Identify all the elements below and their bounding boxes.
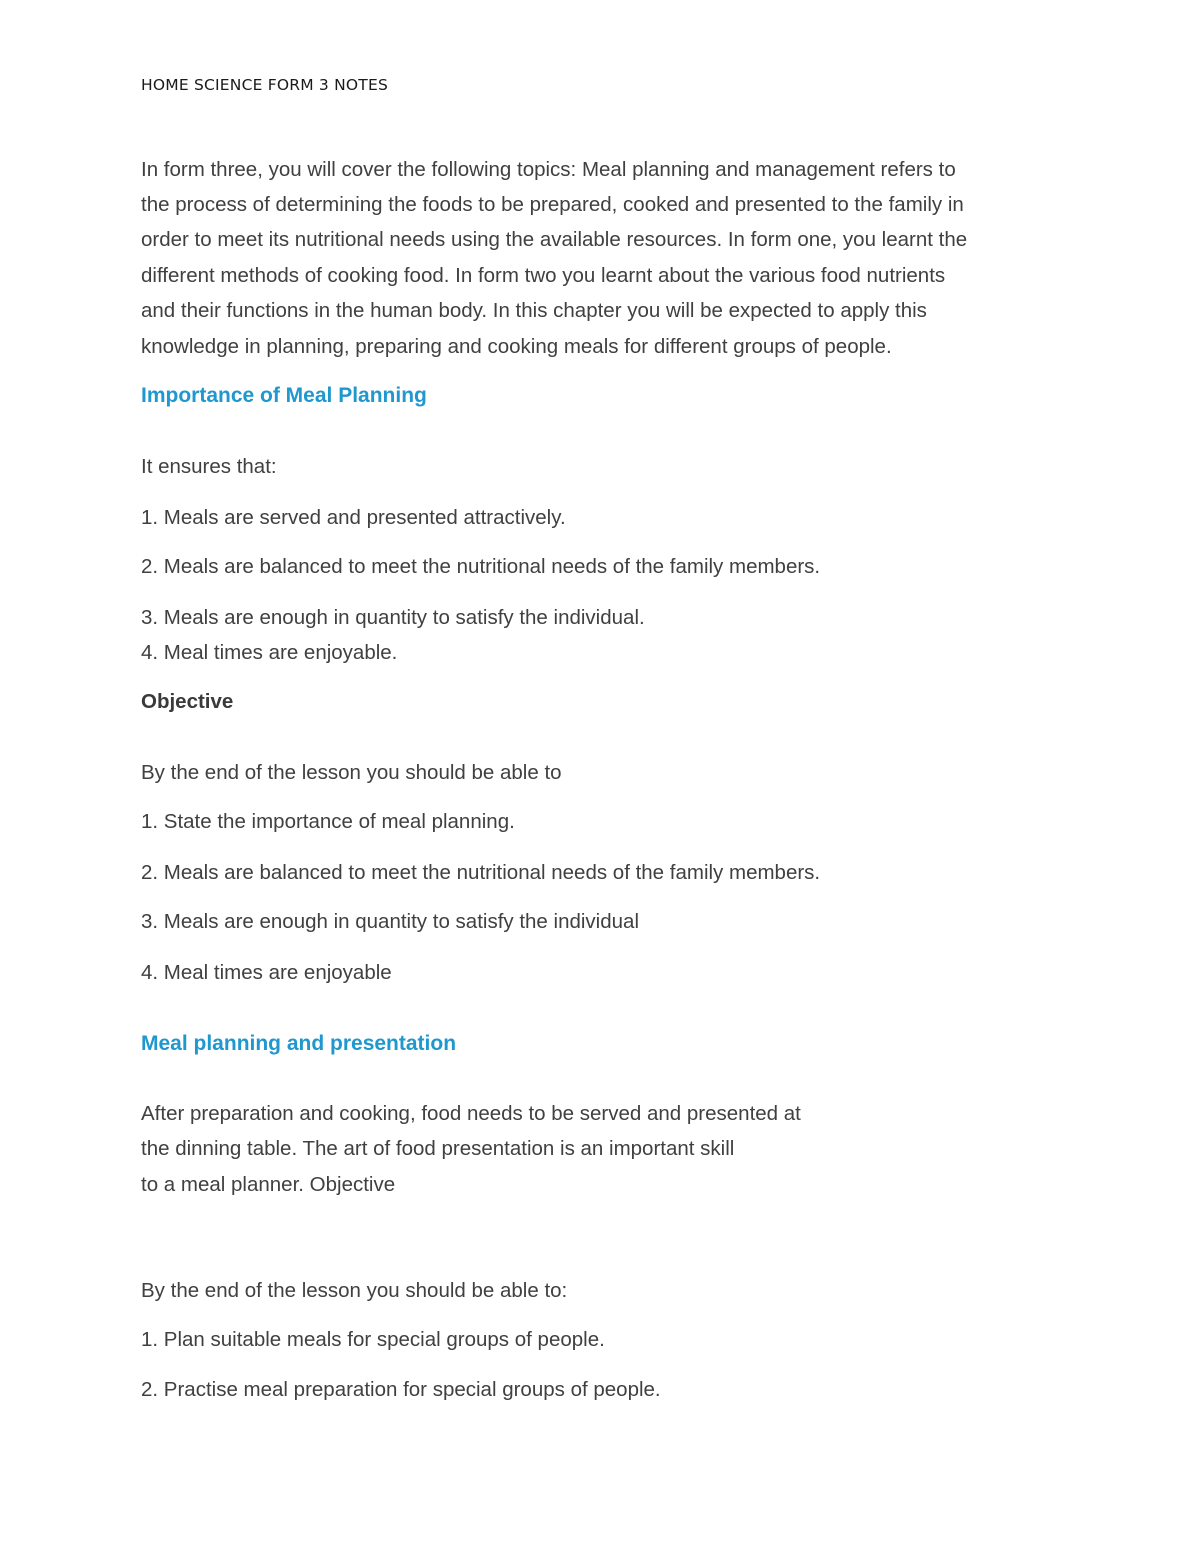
list-item: 1. Meals are served and presented attractively. — [141, 506, 566, 529]
list-item: 1. Plan suitable meals for special groups of people. — [141, 1328, 605, 1351]
presentation-heading: Meal planning and presentation — [141, 1032, 457, 1055]
list-item: 2. Meals are balanced to meet the nutritional needs of the family members. — [141, 555, 821, 578]
intro-line: the process of determining the foods to be prepared, cooked and presented to the family in — [141, 193, 964, 216]
importance-heading: Importance of Meal Planning — [141, 384, 427, 407]
list-item: 2. Practise meal preparation for special groups of people. — [141, 1378, 661, 1401]
intro-line: In form three, you will cover the following topics: Meal planning and management refers to — [141, 158, 956, 181]
list-item: 1. State the importance of meal planning. — [141, 810, 515, 833]
presentation-line: After preparation and cooking, food needs to be served and presented at — [141, 1102, 801, 1125]
list-item: 4. Meal times are enjoyable — [141, 961, 392, 984]
importance-lead: It ensures that: — [141, 455, 277, 478]
intro-line: and their functions in the human body. In this chapter you will be expected to apply this — [141, 299, 927, 322]
presentation-line: the dinning table. The art of food presentation is an important skill — [141, 1137, 735, 1160]
list-item: 3. Meals are enough in quantity to satisfy the individual. — [141, 606, 645, 629]
presentation-line: to a meal planner. Objective — [141, 1173, 396, 1196]
list-item: 3. Meals are enough in quantity to satisfy the individual — [141, 910, 639, 933]
intro-line: knowledge in planning, preparing and cooking meals for different groups of people. — [141, 335, 892, 358]
list-item: 4. Meal times are enjoyable. — [141, 641, 398, 664]
presentation-lead: By the end of the lesson you should be able to: — [141, 1279, 568, 1302]
objective-heading: Objective — [141, 690, 234, 713]
document-title: HOME SCIENCE FORM 3 NOTES — [141, 76, 388, 94]
intro-line: different methods of cooking food. In form two you learnt about the various food nutrients — [141, 264, 946, 287]
list-item: 2. Meals are balanced to meet the nutritional needs of the family members. — [141, 861, 821, 884]
intro-line: order to meet its nutritional needs using the available resources. In form one, you learnt the — [141, 228, 968, 251]
objective-lead: By the end of the lesson you should be able to — [141, 761, 562, 784]
